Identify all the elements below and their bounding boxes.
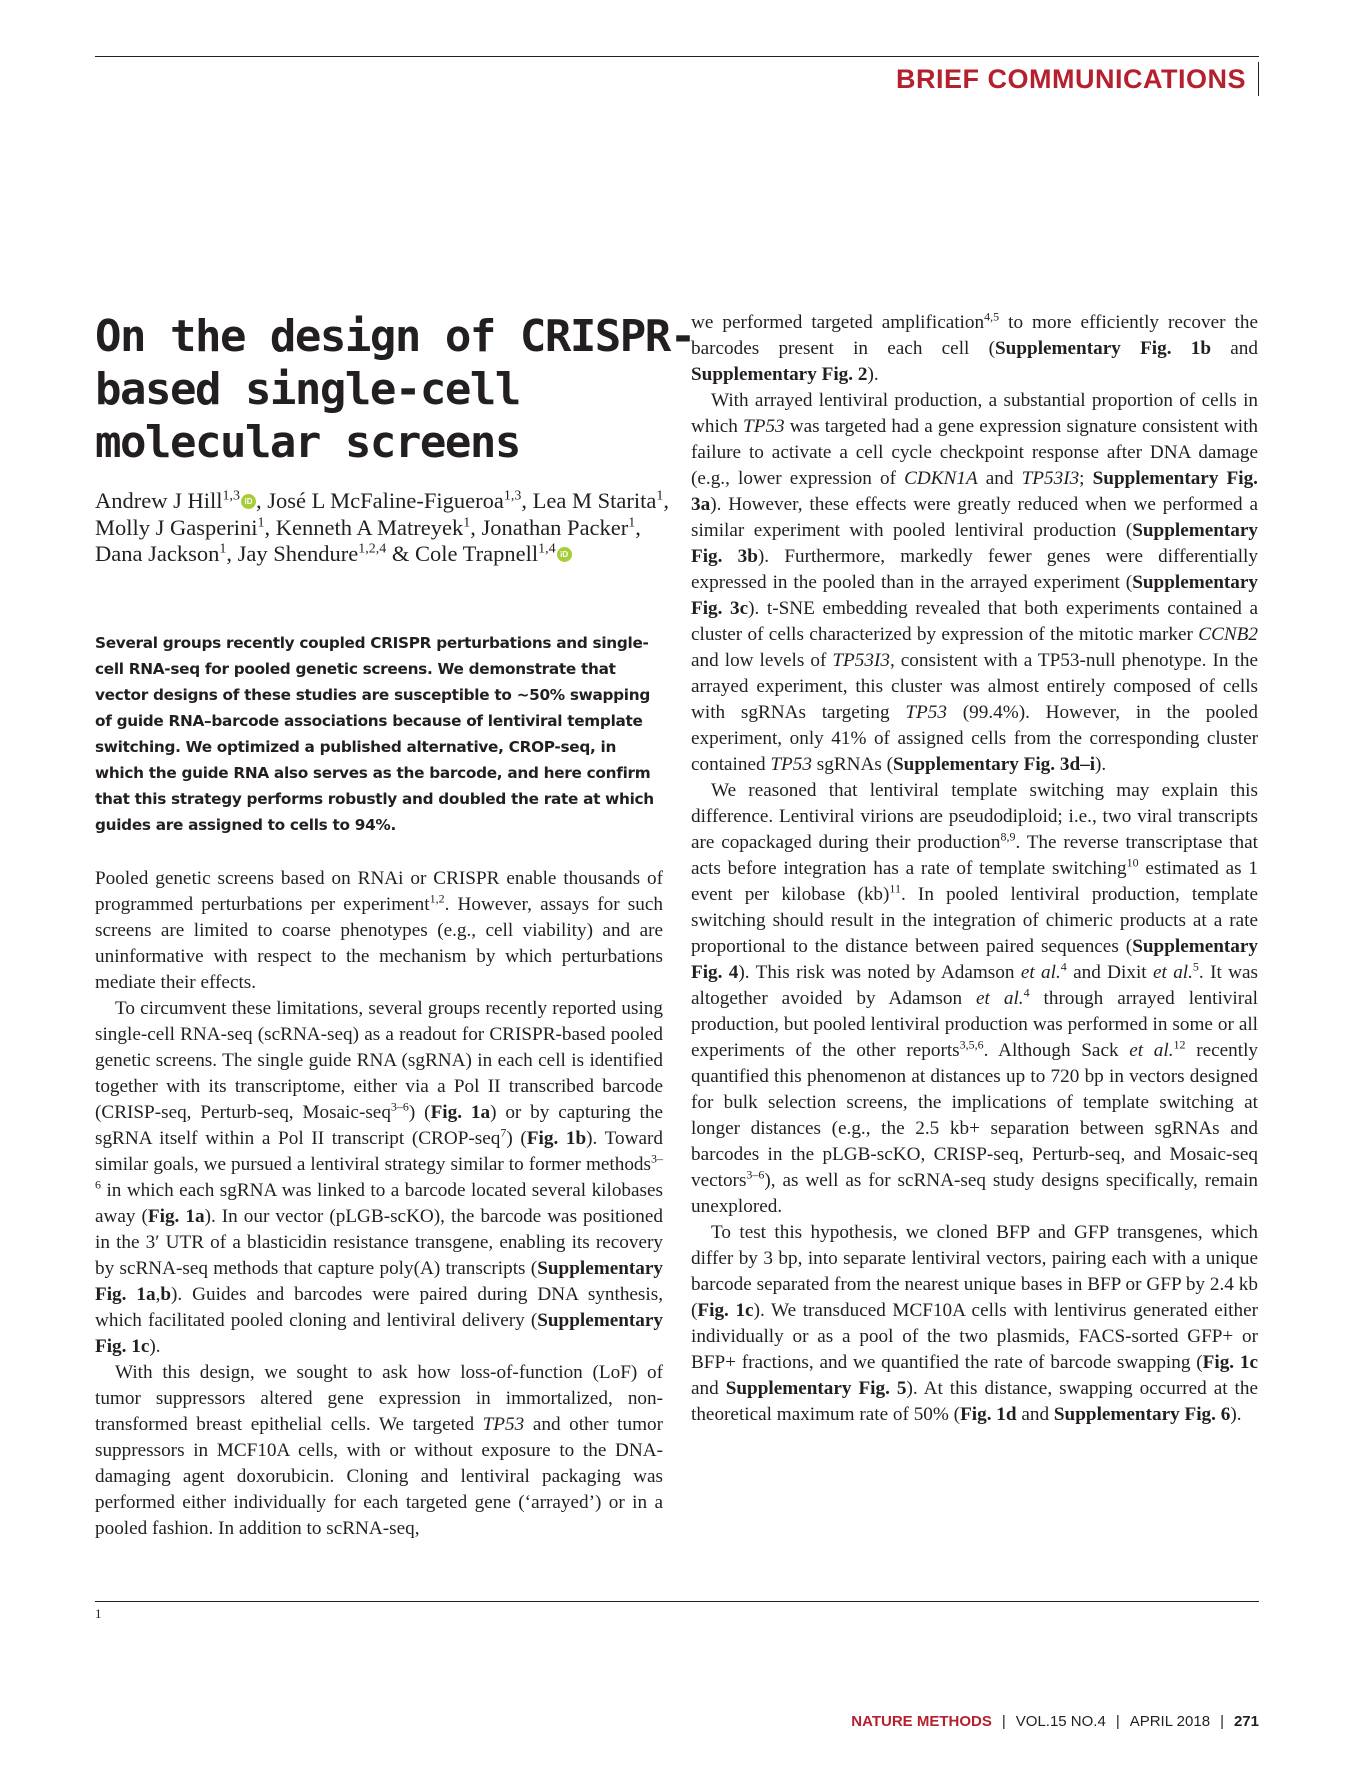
top-rule — [95, 56, 1259, 57]
page-number: 271 — [1233, 1713, 1259, 1730]
orcid-icon[interactable]: iD — [557, 547, 572, 562]
volume-issue: VOL.15 NO.4 — [1015, 1713, 1106, 1730]
author-name: Lea M Starita — [532, 488, 657, 513]
page-footer — [851, 1713, 1259, 1730]
abstract: Several groups recently coupled CRISPR perturbations and single-cell RNA-seq for pooled genetic screens. We demonstrate that vector designs of these studies are susceptible to ~50% swapping of guide RNA–barcode associations because of lentiviral template switching. We optimized a published alternative, CROP-seq, in which the guide RNA also serves as the barcode, and here confirm that this strategy performs robustly and doubled the rate at which guides are assigned to cells to 94%. — [95, 634, 654, 834]
footer-divider: | — [1115, 1713, 1120, 1730]
body-paragraph: we performed targeted amplification$^{4,5}$ to more efficiently recover the barcodes present in each cell (Supplementary Fig. 1b and Supplementary Fig. 2). — [691, 309, 1258, 385]
orcid-icon[interactable]: iD — [241, 494, 256, 509]
article-title: On the design of CRISPR-based single-cell molecular screens — [95, 311, 695, 468]
publication-date: APRIL 2018 — [1129, 1713, 1211, 1730]
body-paragraph: To test this hypothesis, we cloned BFP and GFP transgenes, which differ by 3 bp, into separate lentiviral vectors, pairing each with a unique barcode separated from the nearest unique bases in BFP or GFP by 2.4 kb (Fig. 1c). We transduced MCF10A cells with lentivirus generated either individually or as a pool of the two plasmids, FACS-sorted GFP+ or BFP+ fractions, and we quantified the rate of barcode swapping (Fig. 1c and Supplementary Fig. 5). At this distance, swapping occurred at the theoretical maximum rate of 50% (Fig. 1d and Supplementary Fig. 6). — [691, 1222, 1258, 1425]
journal-name: NATURE METHODS — [851, 1713, 992, 1730]
author-name: Molly J Gasperini — [95, 514, 258, 540]
body-paragraph: With arrayed lentiviral production, a substantial proportion of cells in which TP53 was targeted had a gene expression signature consistent with failure to activate a cell cycle checkpoint response after DNA damage (e.g., lower expression of CDKN1A and TP53I3; Supplementary Fig. 3a). However, these effects were greatly reduced when we performed a similar experiment with pooled lentiviral production (Supplementary Fig. 3b). Furthermore, markedly fewer genes were differentially expressed in the pooled than in the arrayed experiment (Supplementary Fig. 3c). t-SNE embedding revealed that both experiments contained a cluster of cells characterized by expression of the mitotic marker CCNB2 and low levels of TP53I3, consistent with a TP53-null phenotype. In the arrayed experiment, this cluster was almost entirely composed of cells with sgRNAs targeting TP53 (99.4%). However, in the pooled experiment, only 41% of assigned cells from the corresponding cluster contained TP53 sgRNAs (Supplementary Fig. 3d–i). — [691, 390, 1258, 775]
section-header: BRIEF COMMUNICATIONS — [896, 62, 1259, 96]
left-column — [95, 866, 663, 1542]
author-name: Kenneth A Matreyek — [275, 514, 464, 540]
author-name: José L McFaline-Figueroa — [267, 488, 504, 513]
author-name: Jonathan Packer — [481, 514, 629, 540]
bottom-rule — [95, 1601, 1259, 1602]
body-paragraph: Pooled genetic screens based on RNAi or CRISPR enable thousands of programmed perturbations per experiment$^{1,2}$. However, assays for such screens are limited to coarse phenotypes (e.g., cell viability) and are uninformative with respect to the mechanism by which perturbations mediate their effects. — [95, 868, 663, 993]
body-paragraph: With this design, we sought to ask how loss-of-function (LoF) of tumor suppressors altered gene expression in immortalized, non-transformed breast epithelial cells. We targeted TP53 and other tumor suppressors in MCF10A cells, with or without exposure to the DNA-damaging agent doxorubicin. Cloning and lentiviral packaging was performed either individually for each targeted gene (‘arrayed’) or in a pooled fashion. In addition to scRNA-seq, — [95, 1362, 663, 1539]
author-name: Jay Shendure — [237, 541, 359, 566]
author-name: Andrew J Hill — [95, 488, 223, 513]
footer-divider: | — [1220, 1713, 1224, 1730]
author-name: Cole Trapnell — [414, 541, 539, 566]
right-column — [691, 310, 1258, 1428]
footer-divider: | — [1001, 1713, 1006, 1730]
body-paragraph: To circumvent these limitations, several groups recently reported using single-cell RNA-seq (scRNA-seq) as a readout for CRISPR-based pooled genetic screens. The single guide RNA (sgRNA) in each cell is identified together with its transcriptome, either via a Pol II transcribed barcode (CRISP-seq, Perturb-seq, Mosaic-seq$^{3-6}$) (Fig. 1a) or by capturing the sgRNA itself within a Pol II transcript (CROP-seq$^7$) (Fig. 1b). Toward similar goals, we pursued a lentiviral strategy similar to former methods$^{3-6}$ in which each sgRNA was linked to a barcode located several kilobases away (Fig. 1a). In our vector (pLGB-scKO), the barcode was positioned in the 3′ UTR of a blasticidin resistance transgene, enabling its recovery by scRNA-seq methods that capture poly(A) transcripts (Supplementary Fig. 1a,b). Guides and barcodes were paired during DNA synthesis, which facilitated pooled cloning and lentiviral delivery (Supplementary Fig. 1c). — [95, 998, 664, 1357]
author-name: Dana Jackson — [95, 541, 220, 566]
body-paragraph: We reasoned that lentiviral template switching may explain this difference. Lentiviral virions are pseudodiploid; i.e., two viral transcripts are copackaged during their production$^{8,9}$. The reverse transcriptase that acts before integration has a rate of template switching$^{10}$ estimated as 1 event per kilobase (kb)$^{11}$. In pooled lentiviral production, template switching should result in the integration of chimeric products at a rate proportional to the distance between paired sequences (Supplementary Fig. 4). This risk was noted by Adamson et al.$^4$ and Dixit et al.$^5$. It was altogether avoided by Adamson et al.$^4$ through arrayed lentiviral production, but pooled lentiviral production was performed in some or all experiments of the other reports$^{3,5,6}$. Although Sack et al.$^{12}$ recently quantified this phenomenon at distances up to 720 bp in vectors designed for bulk selection screens, the implications of template switching at longer distances (e.g., the 2.5 kb+ separation between sgRNAs and barcodes in the pLGB-scKO, CRISP-seq, Perturb-seq, and Mosaic-seq vectors$^{3-6}$), as well as for scRNA-seq study designs specifically, remain unexplored. — [691, 780, 1258, 1217]
author-list: Andrew J Hill$^{1,3}$ iD , José L McFaline-Figueroa$^{1,3}$, Lea M Starita$^1$, Molly J Gasperini$^1$, Kenneth A Matreyek$^1$, Jonathan Packer$^1$, Dana Jackson$^1$, Jay Shendure$^{1,2,4}$ & Cole Trapnell$^{1,4}$ iD — [95, 488, 669, 566]
page-marker: 1 — [95, 1606, 102, 1621]
